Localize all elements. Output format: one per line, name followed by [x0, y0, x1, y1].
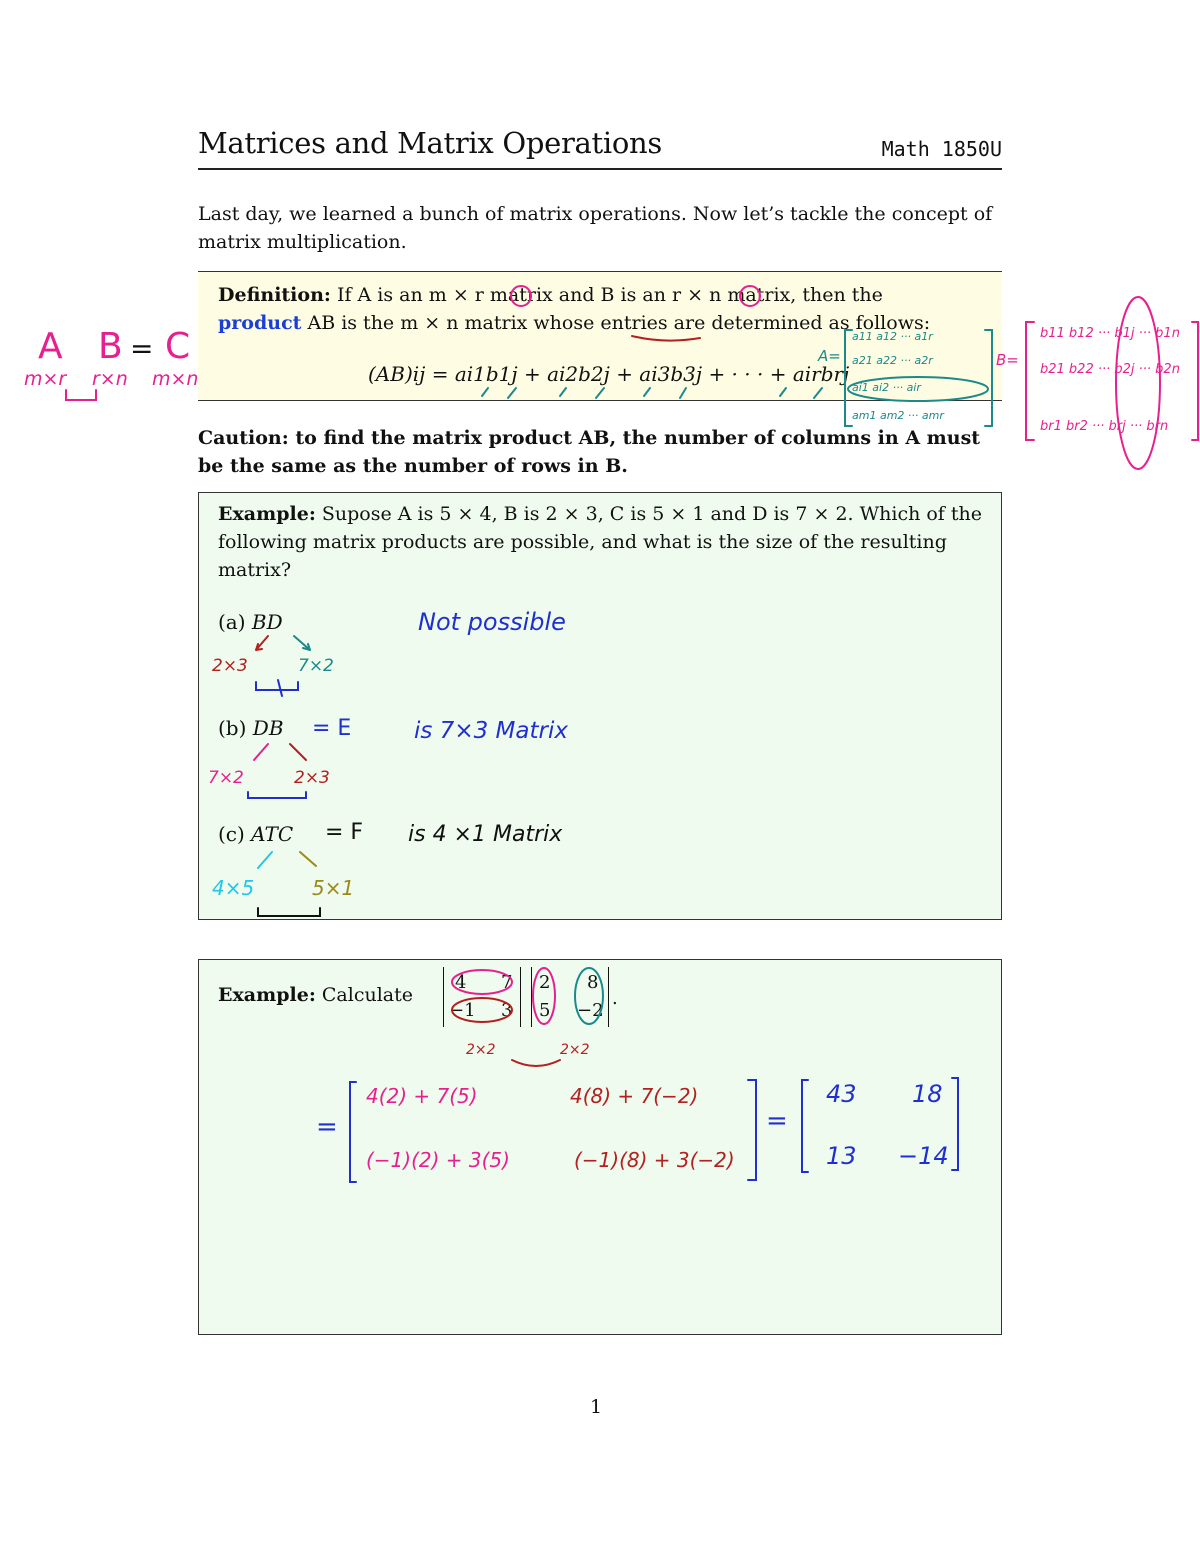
- part-b-expr: DB: [252, 716, 284, 740]
- hw-matrix-b-row: b11 b12 ··· b1j ··· b1n: [1040, 326, 1180, 341]
- hw-equals-2: =: [766, 1106, 788, 1136]
- hw-matrix-a-row: a21 a22 ··· a2r: [852, 354, 933, 367]
- page-number: 1: [590, 1396, 603, 1418]
- part-a-expr: BD: [251, 610, 283, 634]
- hw-b-arrow-b: [290, 744, 306, 760]
- hw-c-size-at: 4×5: [212, 876, 255, 900]
- caution-text: to find the matrix product AB, the number of columns in A must be the same as the number of rows in B.: [198, 427, 981, 477]
- hw-ex2-size-b: 2×2: [560, 1042, 590, 1058]
- matrix-b-cell: 5: [539, 1000, 551, 1021]
- hw-b-size-d: 7×2: [208, 768, 244, 788]
- hw-matrix-a-label: A=: [818, 347, 841, 365]
- hw-b-answer: is 7×3 Matrix: [414, 718, 568, 744]
- part-b-label: (b): [218, 716, 247, 740]
- definition-line-2: AB is the m × n matrix whose entries are determined as follows:: [307, 312, 931, 334]
- hw-result-11: 43: [826, 1080, 857, 1108]
- hw-matrix-b-label: B=: [996, 351, 1019, 369]
- hw-calc-12: 4(8) + 7(−2): [570, 1084, 699, 1108]
- hw-circle-r2: [740, 286, 760, 306]
- hw-underline-entries: [632, 336, 700, 341]
- product-formula: (AB)ij = ai1b1j + ai2b2j + ai3b3j + · · · + airbrj: [368, 362, 850, 386]
- part-c-label: (c): [218, 822, 245, 846]
- caution-label: Caution:: [198, 427, 289, 449]
- example-1-label: Example:: [218, 503, 316, 525]
- hw-equals-1: =: [316, 1112, 338, 1142]
- course-code: Math 1850U: [881, 137, 1002, 161]
- example-1-question: Supose A is 5 × 4, B is 2 × 3, C is 5 × 1 and D is 7 × 2. Which of the following matrix products are possible, and what is the size of the resulting matrix?: [218, 503, 982, 581]
- definition-line-1: If A is an m × r matrix and B is an r × n matrix, then the: [336, 284, 883, 306]
- part-a-label: (a): [218, 610, 246, 634]
- hw-b-result: = E: [312, 716, 352, 741]
- hw-c-answer: is 4 ×1 Matrix: [408, 822, 563, 847]
- matrix-a-cell: 4: [455, 972, 467, 993]
- matrix-b-cell: 2: [539, 972, 551, 993]
- hw-rxn: r×n: [92, 368, 128, 390]
- hw-a-answer: Not possible: [418, 608, 566, 636]
- hw-B: B: [98, 326, 123, 367]
- matrix-a-cell: −1: [449, 1000, 476, 1021]
- hw-b-arrow-d: [254, 744, 268, 760]
- hw-calc-22: (−1)(8) + 3(−2): [574, 1148, 735, 1172]
- hw-c-result: = F: [325, 820, 364, 845]
- hw-c-arrow-at: [258, 852, 272, 868]
- example-2-label: Example:: [218, 984, 316, 1006]
- hw-b-size-b: 2×3: [294, 768, 330, 788]
- hw-result-right-bracket: [952, 1078, 958, 1170]
- hw-result-21: 13: [826, 1142, 857, 1170]
- product-term: product: [218, 312, 302, 334]
- hw-formula-ticks: [482, 388, 822, 398]
- hw-calc-11: 4(2) + 7(5): [366, 1084, 478, 1108]
- hw-b-bracket: [248, 792, 306, 798]
- period: .: [612, 988, 618, 1009]
- hw-c-arrow-c: [300, 852, 316, 866]
- hw-circle-r1: [511, 286, 531, 306]
- part-c-expr: ATC: [251, 822, 294, 846]
- hw-mxr: m×r: [24, 368, 67, 390]
- page-title: Matrices and Matrix Operations: [198, 126, 662, 160]
- hw-a-arrow-d: [294, 636, 310, 650]
- hw-A: A: [38, 326, 63, 367]
- example-2-instruction: Calculate: [321, 984, 413, 1006]
- hw-calc-right-bracket: [748, 1080, 756, 1180]
- hw-col-ellipse: [1116, 297, 1160, 469]
- hw-a-size-d: 7×2: [298, 656, 334, 676]
- hw-ex2-col2: [575, 968, 603, 1024]
- hw-matrix-b-row: br1 br2 ··· brj ··· brn: [1040, 419, 1169, 434]
- hw-result-22: −14: [898, 1142, 949, 1170]
- hw-mxn: m×n: [152, 368, 199, 390]
- intro-paragraph: Last day, we learned a bunch of matrix operations. Now let’s tackle the concept of matrix multiplication.: [198, 203, 993, 253]
- hw-result-12: 18: [912, 1080, 943, 1108]
- hw-calc-left-bracket: [350, 1082, 356, 1182]
- matrix-b-cell: 8: [587, 972, 599, 993]
- hw-ex2-size-a: 2×2: [466, 1042, 496, 1058]
- hw-calc-21: (−1)(2) + 3(5): [366, 1148, 510, 1172]
- hw-matrix-b-row: b21 b22 ··· b2j ··· b2n: [1040, 362, 1180, 377]
- hw-matrix-b-brackets: [1026, 322, 1198, 440]
- hw-c-size-c: 5×1: [312, 876, 355, 900]
- hw-ex2-bracket: [512, 1060, 560, 1066]
- hw-a-bracket: [256, 680, 298, 696]
- hw-a-arrow-b: [256, 636, 268, 650]
- hw-matrix-a-row: ai1 ai2 ··· air: [852, 381, 921, 394]
- matrix-a-cell: 7: [501, 972, 513, 993]
- hw-C: C: [165, 326, 191, 367]
- hw-matrix-a-row: a11 a12 ··· a1r: [852, 330, 933, 343]
- hw-bracket-r: [66, 390, 96, 400]
- hw-ex2-col1: [533, 968, 555, 1024]
- hw-a-size-b: 2×3: [212, 656, 248, 676]
- matrix-b-cell: −2: [577, 1000, 604, 1021]
- matrix-a-cell: 3: [501, 1000, 513, 1021]
- hw-result-left-bracket: [802, 1080, 808, 1172]
- hw-ex2-row1: [452, 970, 512, 994]
- hw-row-ellipse: [848, 377, 988, 401]
- hw-eq: =: [130, 332, 154, 365]
- hw-c-bracket: [258, 908, 320, 916]
- definition-label: Definition:: [218, 284, 331, 306]
- hw-matrix-a-row: am1 am2 ··· amr: [852, 409, 944, 422]
- hw-ex2-row2: [452, 998, 512, 1022]
